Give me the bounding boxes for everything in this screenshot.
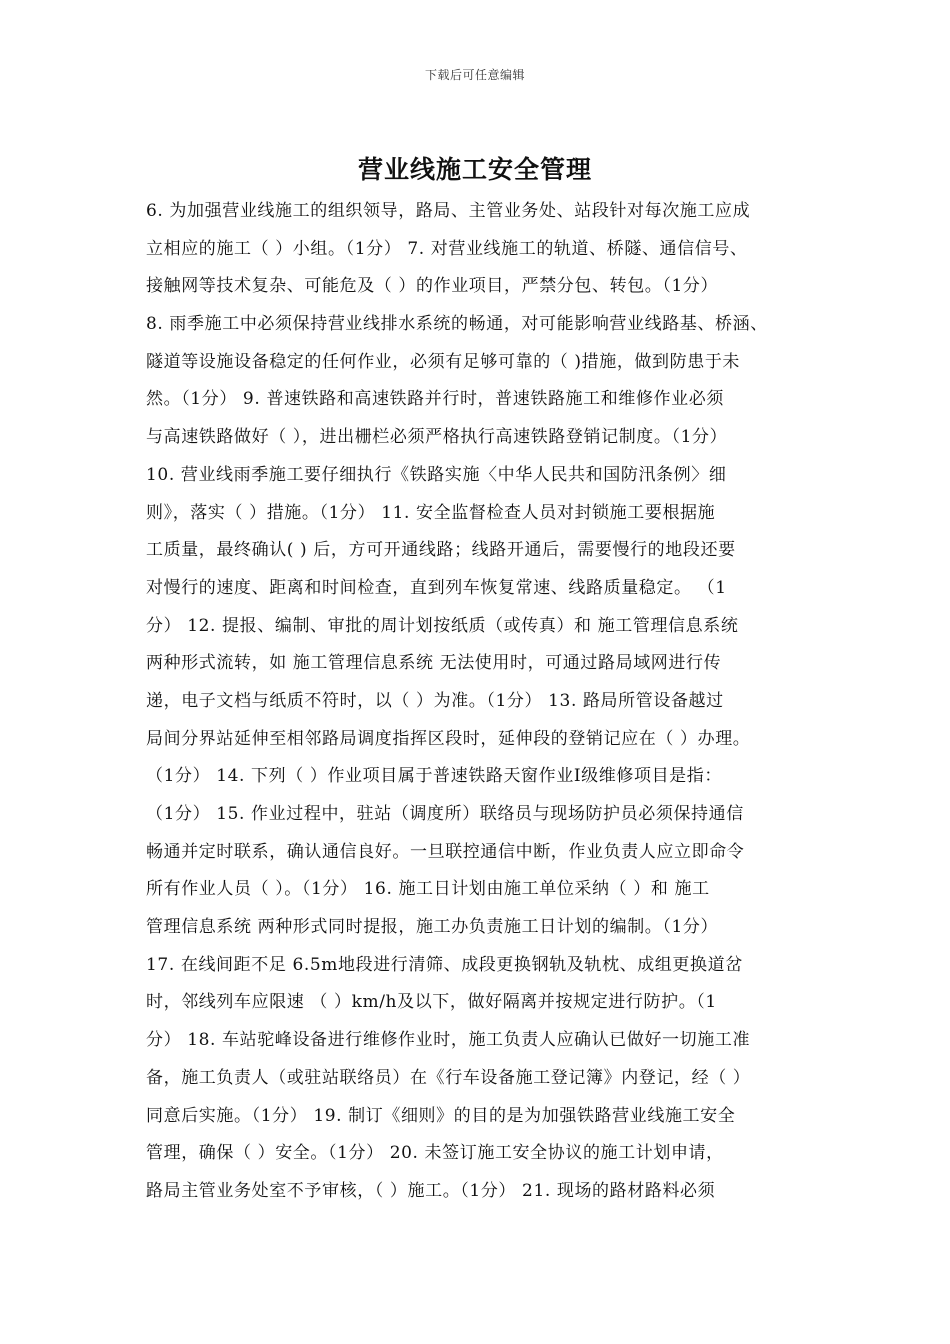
body-line: 隧道等设施设备稳定的任何作业，必须有足够可靠的（ )措施，做到防患于未 xyxy=(146,351,741,372)
body-line: 10. 营业线雨季施工要仔细执行《铁路实施〈中华人民共和国防汛条例〉细 xyxy=(146,464,727,485)
body-line: 同意后实施。（1分） 19. 制订《细则》的目的是为加强铁路营业线施工安全 xyxy=(146,1105,736,1126)
body-line: 分） 12. 提报、编制、审批的周计划按纸质（或传真）和 施工管理信息系统 xyxy=(146,615,739,636)
document-body xyxy=(146,198,816,1216)
body-line: 对慢行的速度、距离和时间检查，直到列车恢复常速、线路质量稳定。 （1 xyxy=(146,577,727,598)
body-line: 工质量，最终确认( ) 后，方可开通线路；线路开通后，需要慢行的地段还要 xyxy=(146,540,736,561)
body-line: （1分） 15. 作业过程中，驻站（调度所）联络员与现场防护员必须保持通信 xyxy=(146,804,744,824)
body-line: 所有作业人员（ ）。（1分） 16. 施工日计划由施工单位采纳（ ）和 施工 xyxy=(146,879,710,900)
body-line: 6. 为加强营业线施工的组织领导，路局、主管业务处、站段针对每次施工应成 xyxy=(146,201,751,221)
document-title: 营业线施工安全管理 xyxy=(357,155,592,184)
body-line: 路局主管业务处室不予审核，（ ）施工。（1分） 21. 现场的路材路料必须 xyxy=(146,1180,716,1201)
page-header-note: 下载后可任意编辑 xyxy=(424,68,525,82)
body-line: 畅通并定时联系，确认通信良好。一旦联控通信中断，作业负责人应立即命令 xyxy=(146,841,745,862)
body-line: 17. 在线间距不足 6.5m地段进行清筛、成段更换钢轨及轨枕、成组更换道岔 xyxy=(146,954,743,975)
body-line: 管理，确保（ ）安全。（1分） 20. 未签订施工安全协议的施工计划申请， xyxy=(146,1143,724,1164)
body-line: 分） 18. 车站驼峰设备进行维修作业时，施工负责人应确认已做好一切施工准 xyxy=(146,1030,751,1051)
body-line: 局间分界站延伸至相邻路局调度指挥区段时，延伸段的登销记应在（ ）办理。 xyxy=(146,728,751,749)
body-line: 8. 雨季施工中必须保持营业线排水系统的畅通，对可能影响营业线路基、桥涵、 xyxy=(146,314,768,335)
body-line: 两种形式流转，如 施工管理信息系统 无法使用时，可通过路局域网进行传 xyxy=(146,653,722,674)
body-line: 则》，落实（ ）措施。（1分） 11. 安全监督检查人员对封锁施工要根据施 xyxy=(146,502,716,523)
body-line: 备，施工负责人（或驻站联络员）在《行车设备施工登记簿》内登记，经（ ） xyxy=(146,1067,751,1088)
body-line: 时，邻线列车应限速 （ ）km/h及以下，做好隔离并按规定进行防护。（1 xyxy=(146,992,717,1013)
body-line: 与高速铁路做好（ ），进出栅栏必须严格执行高速铁路登销记制度。（1分） xyxy=(146,427,728,448)
body-line: 管理信息系统 两种形式同时提报，施工办负责施工日计划的编制。（1分） xyxy=(146,917,719,938)
body-line: 立相应的施工（ ）小组。（1分） 7. 对营业线施工的轨道、桥隧、通信信号、 xyxy=(146,238,748,259)
body-line: （1分） 14. 下列（ ）作业项目属于普速铁路天窗作业Ⅰ级维修项目是指： xyxy=(146,766,722,787)
body-line: 然。（1分） 9. 普速铁路和高速铁路并行时，普速铁路施工和维修作业必须 xyxy=(146,389,724,410)
body-line: 接触网等技术复杂、可能危及（ ）的作业项目，严禁分包、转包。（1分） xyxy=(146,276,719,297)
body-line: 递，电子文档与纸质不符时，以（ ）为准。（1分） 13. 路局所管设备越过 xyxy=(146,690,724,711)
